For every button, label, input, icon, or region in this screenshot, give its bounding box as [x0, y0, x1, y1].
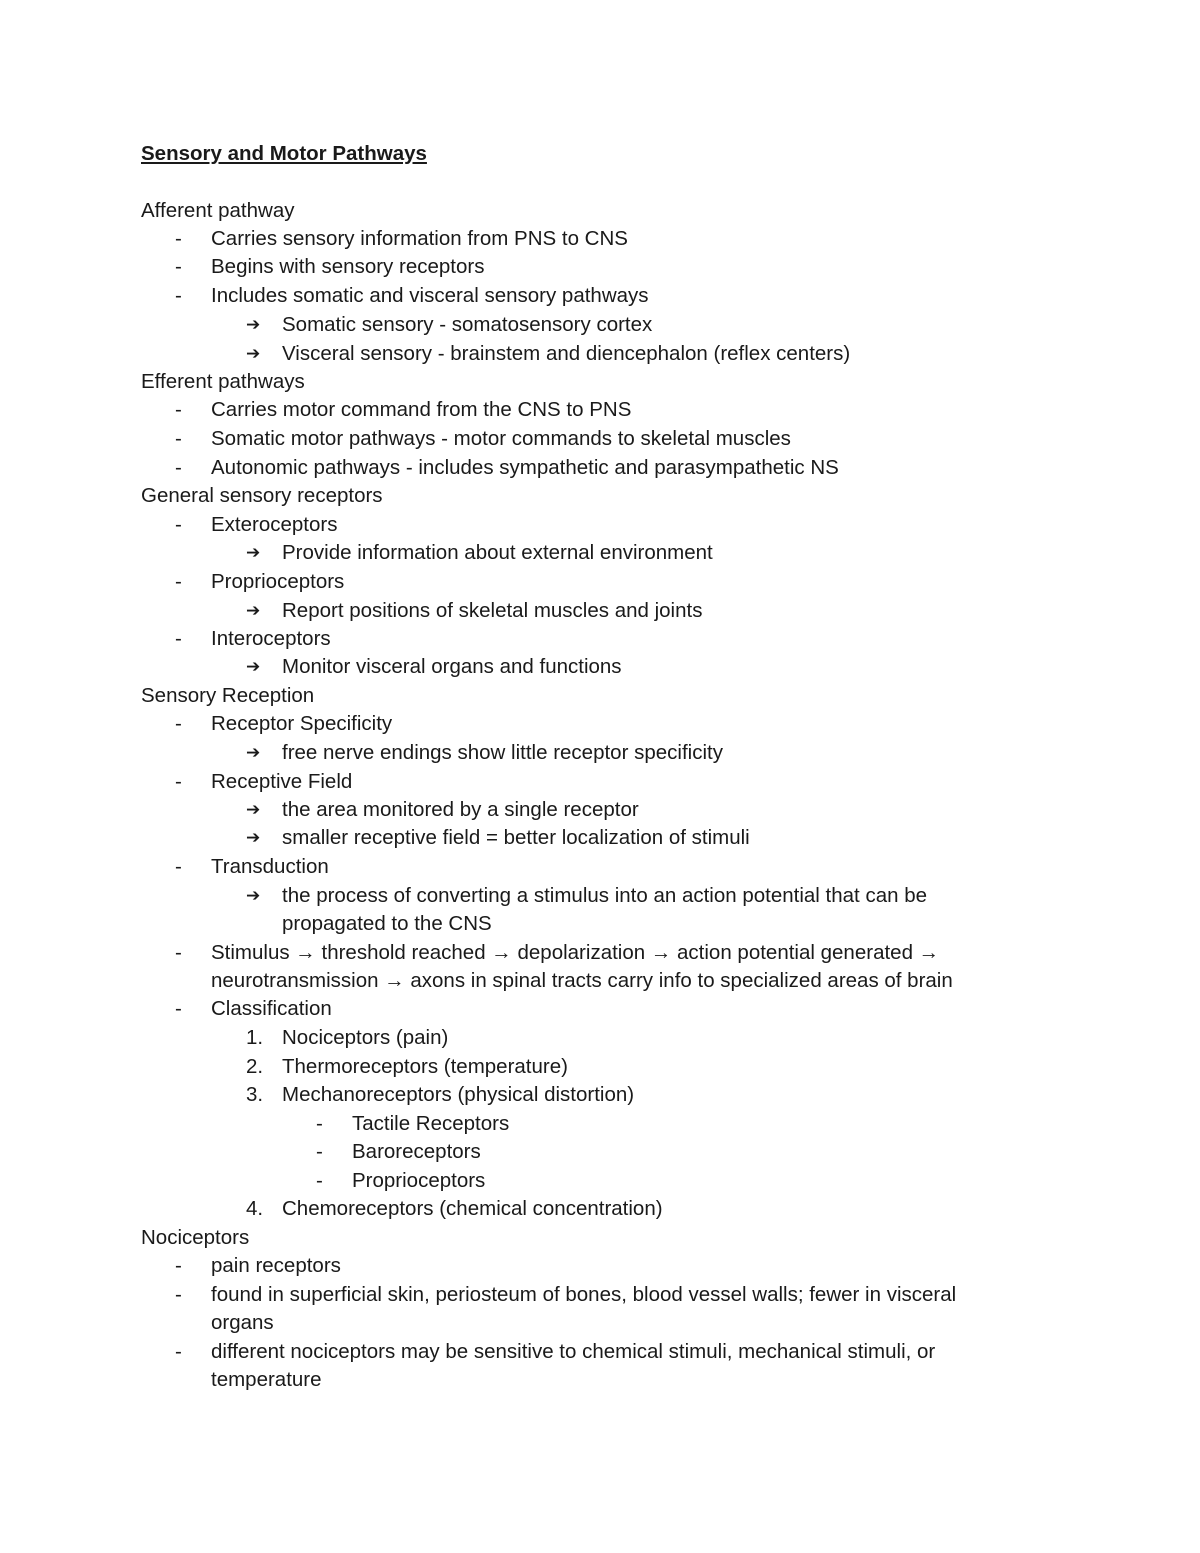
list-item: Includes somatic and visceral sensory pathways	[211, 284, 649, 307]
sub-list-item: the area monitored by a single receptor	[282, 798, 639, 821]
dash-bullet: -	[175, 627, 182, 650]
arrow-bullet-icon: ➔	[246, 886, 261, 905]
dash-bullet: -	[175, 1340, 182, 1363]
list-item: pain receptors	[211, 1254, 341, 1277]
sub-list-item: Provide information about external environment	[282, 541, 713, 564]
list-item-continued: organs	[211, 1311, 274, 1334]
sub-list-item: smaller receptive field = better localization of stimuli	[282, 826, 750, 849]
number-marker: 2.	[246, 1055, 264, 1078]
document-title: Sensory and Motor Pathways	[141, 142, 427, 165]
dash-bullet: -	[175, 1254, 182, 1277]
dash-bullet: -	[175, 855, 182, 878]
dash-bullet: -	[175, 997, 182, 1020]
sub-list-item-continued: propagated to the CNS	[282, 912, 492, 935]
number-marker: 1.	[246, 1026, 264, 1049]
classification-item: Nociceptors (pain)	[282, 1026, 449, 1049]
arrow-bullet-icon: ➔	[246, 657, 261, 676]
list-item: Receptor Specificity	[211, 712, 393, 735]
number-marker: 4.	[246, 1197, 264, 1220]
list-item: found in superficial skin, periosteum of bones, blood vessel walls; fewer in visceral	[211, 1283, 957, 1306]
arrow-bullet-icon: ➔	[246, 743, 261, 762]
dash-bullet: -	[175, 456, 182, 479]
arrow-bullet-icon: ➔	[246, 315, 261, 334]
list-item-continued: temperature	[211, 1368, 322, 1391]
list-item: Autonomic pathways - includes sympathetic and parasympathetic NS	[211, 456, 839, 479]
dash-bullet: -	[175, 284, 182, 307]
sub-list-item: free nerve endings show little receptor specificity	[282, 741, 723, 764]
heading-general-receptors: General sensory receptors	[141, 484, 383, 507]
stimulus-chain: Stimulus → threshold reached → depolarization → action potential generated →	[211, 941, 940, 964]
heading-efferent: Efferent pathways	[141, 370, 305, 393]
mechanoreceptor-type: Proprioceptors	[352, 1169, 486, 1192]
heading-sensory-reception: Sensory Reception	[141, 684, 315, 707]
sub-list-item: Monitor visceral organs and functions	[282, 655, 622, 678]
mechanoreceptor-type: Tactile Receptors	[352, 1112, 510, 1135]
arrow-bullet-icon: ➔	[246, 344, 261, 363]
list-item: Transduction	[211, 855, 329, 878]
list-item: Proprioceptors	[211, 570, 345, 593]
dash-bullet: -	[316, 1140, 323, 1163]
list-item: different nociceptors may be sensitive to chemical stimuli, mechanical stimuli, or	[211, 1340, 936, 1363]
classification-item: Thermoreceptors (temperature)	[282, 1055, 568, 1078]
arrow-bullet-icon: ➔	[246, 543, 261, 562]
classification-item: Mechanoreceptors (physical distortion)	[282, 1083, 635, 1106]
classification-item: Chemoreceptors (chemical concentration)	[282, 1197, 663, 1220]
sub-list-item: Report positions of skeletal muscles and joints	[282, 599, 703, 622]
dash-bullet: -	[175, 227, 182, 250]
dash-bullet: -	[316, 1169, 323, 1192]
list-item: Begins with sensory receptors	[211, 255, 485, 278]
list-item: Interoceptors	[211, 627, 331, 650]
dash-bullet: -	[175, 513, 182, 536]
arrow-bullet-icon: ➔	[246, 828, 261, 847]
dash-bullet: -	[175, 427, 182, 450]
stimulus-chain-continued: neurotransmission → axons in spinal tracts carry info to specialized areas of brain	[211, 969, 953, 992]
sub-list-item: the process of converting a stimulus into an action potential that can be	[282, 884, 927, 907]
dash-bullet: -	[175, 255, 182, 278]
dash-bullet: -	[175, 570, 182, 593]
dash-bullet: -	[175, 1283, 182, 1306]
dash-bullet: -	[316, 1112, 323, 1135]
dash-bullet: -	[175, 941, 182, 964]
dash-bullet: -	[175, 398, 182, 421]
sub-list-item: Somatic sensory - somatosensory cortex	[282, 313, 653, 336]
list-item: Carries sensory information from PNS to CNS	[211, 227, 628, 250]
number-marker: 3.	[246, 1083, 264, 1106]
dash-bullet: -	[175, 770, 182, 793]
heading-afferent: Afferent pathway	[141, 199, 295, 222]
mechanoreceptor-type: Baroreceptors	[352, 1140, 481, 1163]
list-item: Exteroceptors	[211, 513, 338, 536]
heading-nociceptors: Nociceptors	[141, 1226, 250, 1249]
sub-list-item: Visceral sensory - brainstem and diencephalon (reflex centers)	[282, 342, 851, 365]
arrow-bullet-icon: ➔	[246, 601, 261, 620]
dash-bullet: -	[175, 712, 182, 735]
list-item: Carries motor command from the CNS to PNS	[211, 398, 632, 421]
list-item: Somatic motor pathways - motor commands to skeletal muscles	[211, 427, 791, 450]
list-item-classification: Classification	[211, 997, 332, 1020]
list-item: Receptive Field	[211, 770, 353, 793]
arrow-bullet-icon: ➔	[246, 800, 261, 819]
